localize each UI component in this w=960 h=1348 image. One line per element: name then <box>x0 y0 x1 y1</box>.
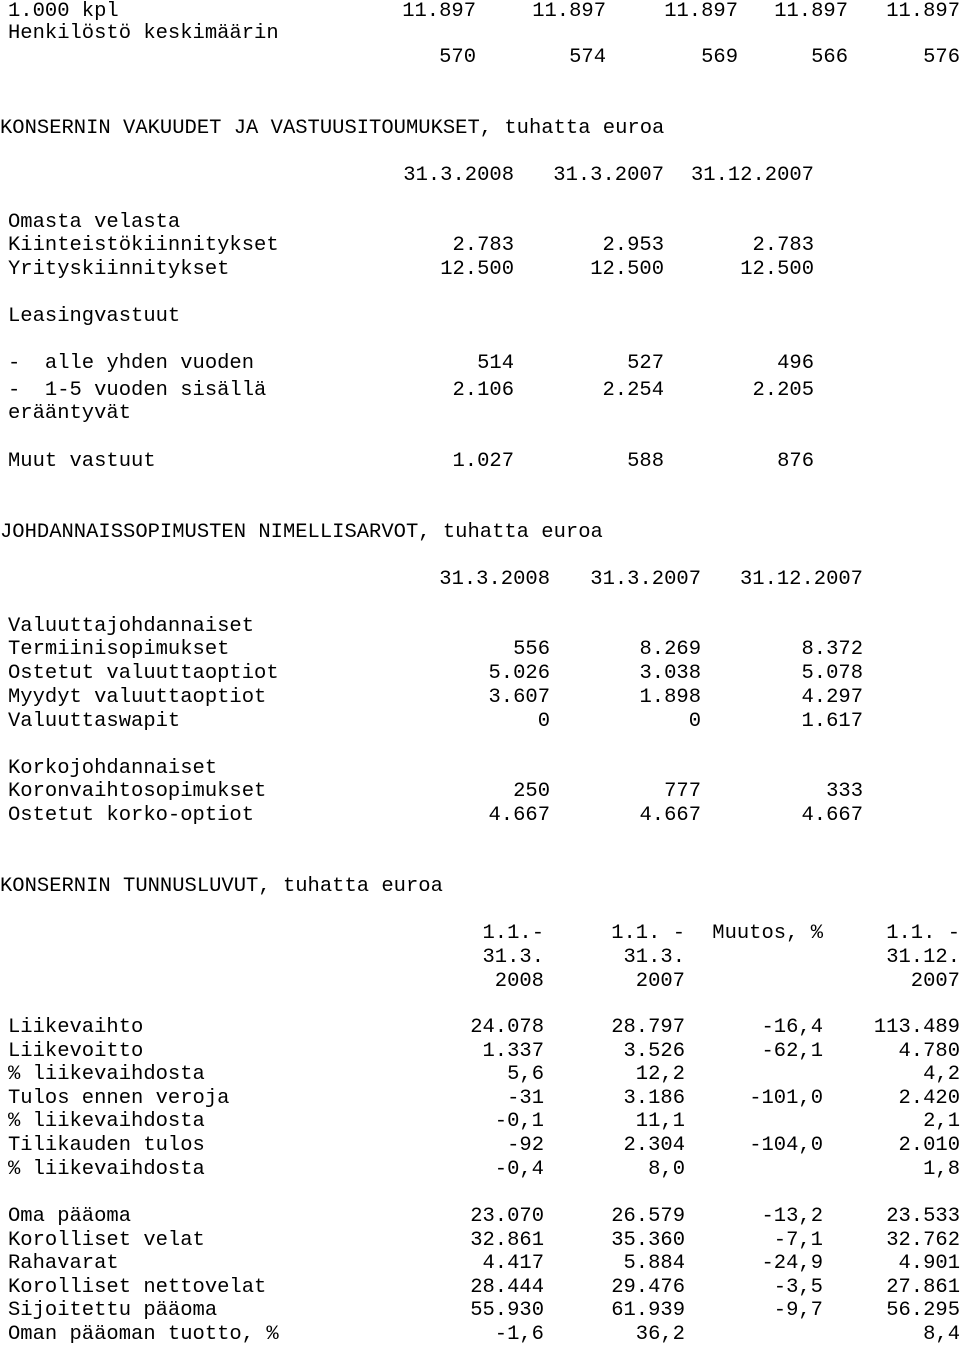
row-value: 28.797 <box>611 1016 685 1039</box>
leasing-label: Leasingvastuut <box>8 305 181 328</box>
row-value: 113.489 <box>873 1016 960 1039</box>
row-label: - 1-5 vuoden sisällä <box>8 379 267 402</box>
personnel-value-4: 566 <box>811 46 848 69</box>
row-label: Rahavarat <box>8 1252 119 1276</box>
row-label: Liikevoitto <box>8 1039 144 1063</box>
row-value: 8,4 <box>923 1323 960 1346</box>
row-value: -13,2 <box>761 1205 823 1228</box>
row-value: 5,6 <box>507 1063 544 1087</box>
row-value: 5.884 <box>623 1252 685 1276</box>
shares-value-2: 11.897 <box>532 0 606 23</box>
row-value: -16,4 <box>761 1016 823 1039</box>
keyfigures-header-cell: 1.1. - <box>886 922 960 945</box>
row-value: 0 <box>537 710 550 733</box>
row-value: 8.372 <box>801 638 863 661</box>
other-liabilities-label: Muut vastuut <box>8 450 156 473</box>
row-value: 12.500 <box>590 258 664 281</box>
guarantees-header-2: 31.3.2007 <box>553 164 664 187</box>
row-value: 4.667 <box>488 804 550 827</box>
row-value: 4.417 <box>482 1252 544 1276</box>
row-label: Oman pääoman tuotto, % <box>8 1323 279 1346</box>
row-value: 55.930 <box>470 1299 544 1323</box>
row-value: 8,0 <box>648 1157 685 1181</box>
derivatives-header-1: 31.3.2008 <box>439 568 550 591</box>
personnel-label: Henkilöstö keskimäärin <box>8 22 279 45</box>
row-value: 29.476 <box>611 1275 685 1299</box>
row-value: -3,5 <box>773 1275 823 1299</box>
row-label: Sijoitettu pääoma <box>8 1299 218 1323</box>
shares-value-1: 11.897 <box>402 0 476 23</box>
shares-value-4: 11.897 <box>774 0 848 23</box>
personnel-value-5: 576 <box>923 46 960 69</box>
row-value: 556 <box>513 638 550 661</box>
keyfigures-header-cell: 31.3. <box>623 946 685 969</box>
personnel-value-3: 569 <box>701 46 738 69</box>
row-value: 11,1 <box>635 1110 685 1134</box>
row-label: Kiinteistökiinnitykset <box>8 234 279 257</box>
row-label: % liikevaihdosta <box>8 1063 205 1087</box>
row-value: 3.607 <box>488 686 550 709</box>
row-value: 527 <box>627 352 664 375</box>
keyfigures-header-cell: 1.1.- <box>482 922 544 945</box>
row-value: 2.953 <box>602 234 664 257</box>
keyfigures-header-cell: Muutos, % <box>712 922 823 945</box>
row-label: Yrityskiinnitykset <box>8 258 230 281</box>
row-value: 4.901 <box>898 1252 960 1276</box>
row-value: -7,1 <box>773 1228 823 1252</box>
row-value: 23.533 <box>886 1205 960 1228</box>
row-value: 3.038 <box>639 662 701 685</box>
row-value: 35.360 <box>611 1228 685 1252</box>
row-value: 4,2 <box>923 1063 960 1087</box>
row-value: 36,2 <box>635 1323 685 1346</box>
personnel-value-1: 570 <box>439 46 476 69</box>
row-label: Ostetut valuuttaoptiot <box>8 662 279 685</box>
row-value: -24,9 <box>761 1252 823 1276</box>
row-value: -9,7 <box>773 1299 823 1323</box>
row-value: 32.861 <box>470 1228 544 1252</box>
row-value: -92 <box>507 1134 544 1157</box>
row-value: 26.579 <box>611 1205 685 1228</box>
row-value: 56.295 <box>886 1299 960 1323</box>
shares-value-5: 11.897 <box>886 0 960 23</box>
row-value: 12,2 <box>635 1063 685 1087</box>
shares-value-3: 11.897 <box>664 0 738 23</box>
row-value: 2.783 <box>452 234 514 257</box>
row-value: -1,6 <box>494 1323 544 1346</box>
row-value: 777 <box>664 780 701 803</box>
row-value: 61.939 <box>611 1299 685 1323</box>
row-label: Ostetut korko-optiot <box>8 804 255 827</box>
row-label: Oma pääoma <box>8 1205 132 1228</box>
row-value: 496 <box>777 352 814 375</box>
row-value: 3.526 <box>623 1039 685 1063</box>
row-value: 2.205 <box>752 379 814 402</box>
row-value: 32.762 <box>886 1228 960 1252</box>
ir-derivatives-label: Korkojohdannaiset <box>8 757 218 780</box>
row-value: 1.617 <box>801 710 863 733</box>
keyfigures-header-cell: 31.3. <box>482 946 544 969</box>
row-value: 2.254 <box>602 379 664 402</box>
row-value: 3.186 <box>623 1086 685 1110</box>
row-label: Myydyt valuuttaoptiot <box>8 686 267 709</box>
row-value: 23.070 <box>470 1205 544 1228</box>
row-value: 250 <box>513 780 550 803</box>
row-value: 514 <box>477 352 514 375</box>
row-label: Korolliset nettovelat <box>8 1275 267 1299</box>
row-value: 4.297 <box>801 686 863 709</box>
derivatives-header-3: 31.12.2007 <box>739 568 863 591</box>
keyfigures-header-cell: 1.1. - <box>611 922 685 945</box>
personnel-value-2: 574 <box>569 46 606 69</box>
own-debt-label: Omasta velasta <box>8 211 181 234</box>
row-value: 1.898 <box>639 686 701 709</box>
row-label: Liikevaihto <box>8 1016 144 1039</box>
row-value: 4.667 <box>639 804 701 827</box>
row-label: Valuuttaswapit <box>8 710 181 733</box>
derivatives-header-2: 31.3.2007 <box>590 568 701 591</box>
row-value: -0,4 <box>494 1157 544 1181</box>
row-value: 2.304 <box>623 1134 685 1157</box>
derivatives-title: JOHDANNAISSOPIMUSTEN NIMELLISARVOT, tuhatta euroa <box>0 521 603 544</box>
row-value: 4.667 <box>801 804 863 827</box>
row-value: 24.078 <box>470 1016 544 1039</box>
row-value: 2.420 <box>898 1086 960 1110</box>
other-liabilities-value-1: 1.027 <box>452 450 514 473</box>
other-liabilities-value-2: 588 <box>627 450 664 473</box>
row-value: 4.780 <box>898 1039 960 1063</box>
row-value: 5.078 <box>801 662 863 685</box>
row-value: -62,1 <box>761 1039 823 1063</box>
row-label: % liikevaihdosta <box>8 1157 205 1181</box>
keyfigures-header-cell: 31.12. <box>886 946 960 969</box>
row-value: 333 <box>826 780 863 803</box>
row-value: 5.026 <box>488 662 550 685</box>
leasing-continuation: erääntyvät <box>8 402 132 425</box>
row-value: -101,0 <box>749 1086 823 1110</box>
shares-row-label: 1.000 kpl <box>8 0 119 23</box>
row-label: - alle yhden vuoden <box>8 352 255 375</box>
row-label: Tulos ennen veroja <box>8 1086 230 1110</box>
guarantees-title: KONSERNIN VAKUUDET JA VASTUUSITOUMUKSET, tuhatta euroa <box>0 117 665 140</box>
other-liabilities-value-3: 876 <box>777 450 814 473</box>
row-value: 28.444 <box>470 1275 544 1299</box>
row-value: 1,8 <box>923 1157 960 1181</box>
row-label: Korolliset velat <box>8 1228 205 1252</box>
row-value: 2.106 <box>452 379 514 402</box>
row-label: Koronvaihtosopimukset <box>8 780 267 803</box>
row-value: 2.783 <box>752 234 814 257</box>
row-label: Tilikauden tulos <box>8 1134 205 1157</box>
keyfigures-header-cell: 2007 <box>635 970 685 993</box>
guarantees-header-1: 31.3.2008 <box>403 164 514 187</box>
row-value: 8.269 <box>639 638 701 661</box>
row-value: 12.500 <box>440 258 514 281</box>
guarantees-header-3: 31.12.2007 <box>690 164 814 187</box>
row-value: 27.861 <box>886 1275 960 1299</box>
keyfigures-title: KONSERNIN TUNNUSLUVUT, tuhatta euroa <box>0 875 443 898</box>
row-value: 1.337 <box>482 1039 544 1063</box>
fx-derivatives-label: Valuuttajohdannaiset <box>8 615 255 638</box>
row-value: -31 <box>507 1086 544 1110</box>
keyfigures-header-cell: 2007 <box>910 970 960 993</box>
row-value: 2.010 <box>898 1134 960 1157</box>
keyfigures-header-cell: 2008 <box>494 970 544 993</box>
row-value: -104,0 <box>749 1134 823 1157</box>
row-label: Termiinisopimukset <box>8 638 230 661</box>
row-label: % liikevaihdosta <box>8 1110 205 1134</box>
row-value: 12.500 <box>740 258 814 281</box>
row-value: -0,1 <box>494 1110 544 1134</box>
row-value: 0 <box>688 710 701 733</box>
row-value: 2,1 <box>923 1110 960 1134</box>
